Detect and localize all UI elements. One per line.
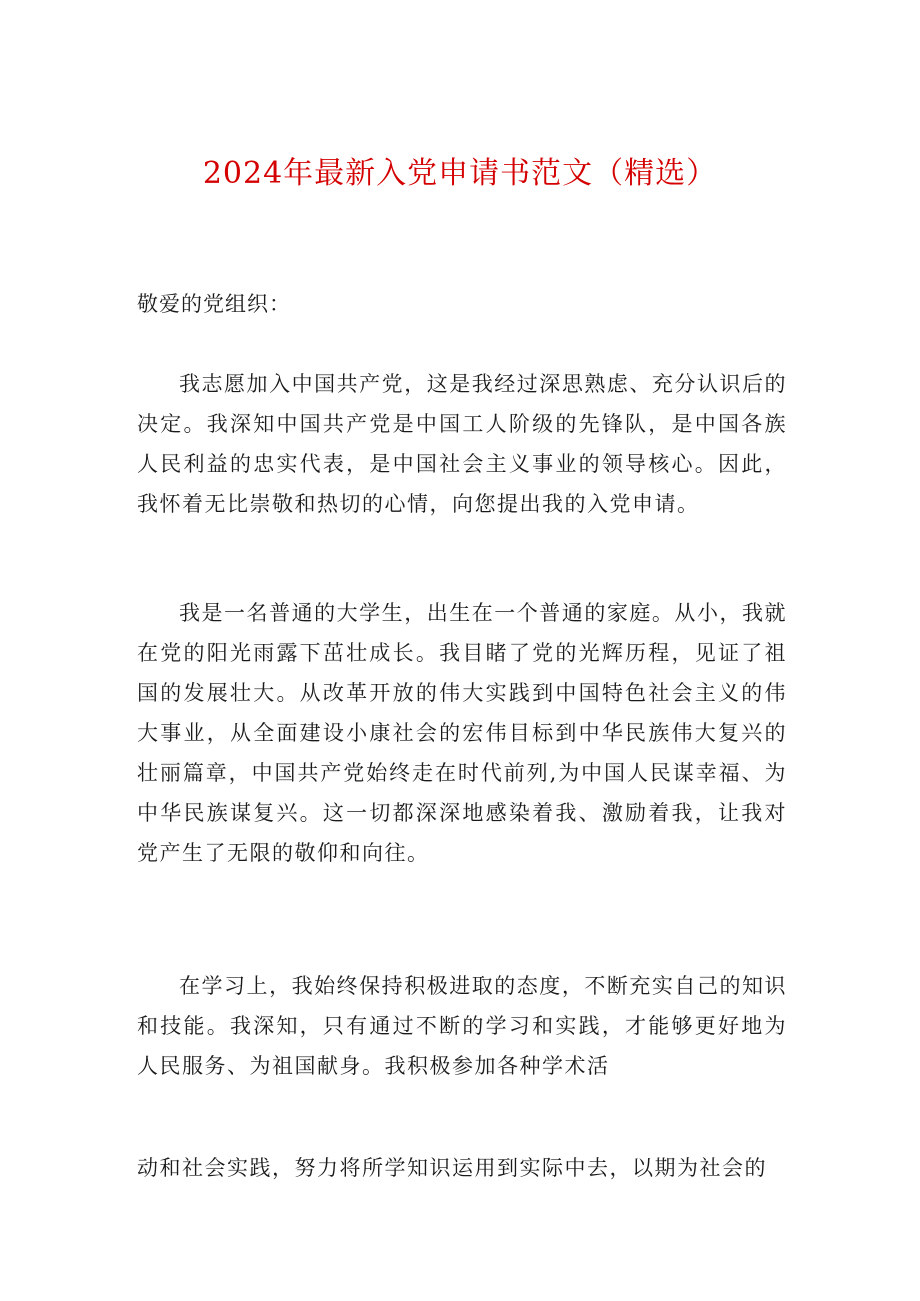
paragraph-3: 在学习上，我始终保持积极进取的态度，不断充实自己的知识和技能。我深知，只有通过不断的学习和实践，才能够更好地为人民服务、为祖国献身。我积极参加各种学术活 [137,974,787,1078]
document-title: 2024年最新入党申请书范文（精选） [202,156,718,191]
paragraph-2: 我是一名普通的大学生，出生在一个普通的家庭。从小，我就在党的阳光雨露下茁壮成长。我目睹了党的光辉历程，见证了祖国的发展壮大。从改革开放的伟大实践到中国特色社会主义的伟大事业，从全面建设小康社会的宏伟目标到中华民族伟大复兴的壮丽篇章，中国共产党始终走在时代前列,为中国人民谋幸福、为中华民族谋复兴。这一切都深深地感染着我、激励着我，让我对党产生了无限的敬仰和向往。 [137,601,787,865]
paragraph-4: 动和社会实践，努力将所学知识运用到实际中去，以期为社会的 [137,1156,767,1180]
salutation: 敬爱的党组织： [137,292,291,316]
paragraph-1: 我志愿加入中国共产党，这是我经过深思熟虑、充分认识后的决定。我深知中国共产党是中国工人阶级的先锋队，是中国各族人民利益的忠实代表，是中国社会主义事业的领导核心。因此，我怀着无比崇敬和热切的心情，向您提出我的入党申请。 [137,372,787,516]
